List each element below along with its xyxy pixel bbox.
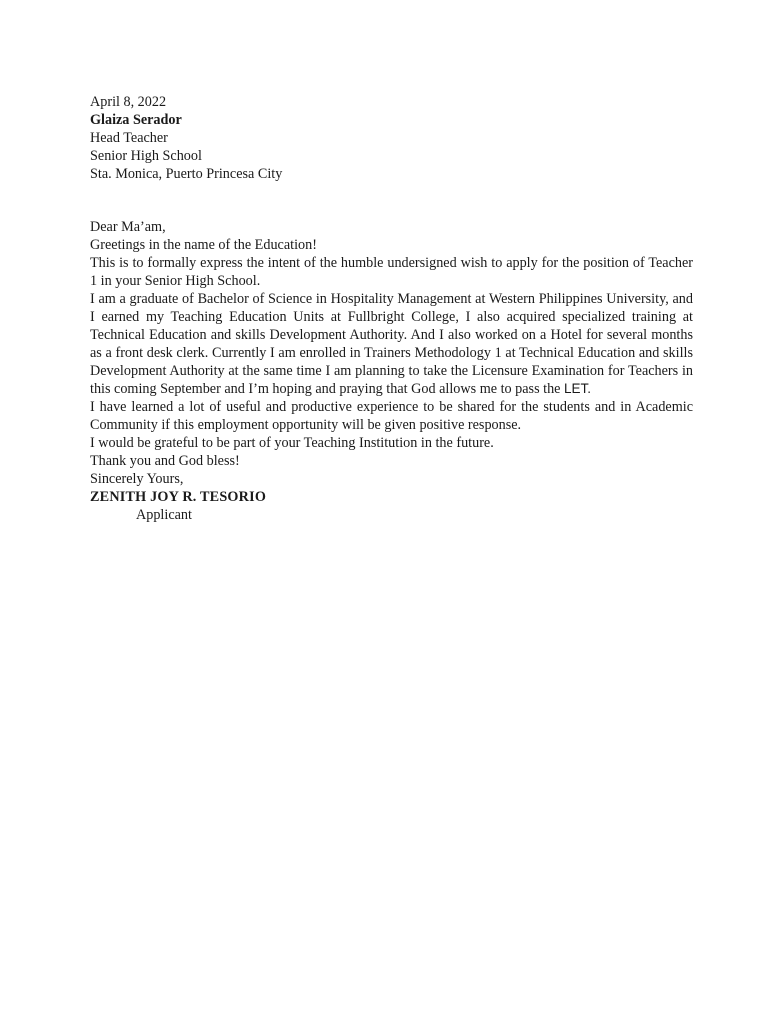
recipient-title: Head Teacher [90, 130, 168, 146]
recipient-block [90, 111, 693, 183]
recipient-name: Glaiza Serador [90, 112, 182, 128]
intent-paragraph: This is to formally express the intent of the humble undersigned wish to apply for the position of Teacher 1 in your Senior High School. [90, 255, 693, 289]
recipient-address: Sta. Monica, Puerto Princesa City [90, 166, 283, 182]
background-paragraph [90, 290, 693, 398]
salutation: Dear Ma’am, [90, 219, 166, 235]
letter-body [90, 93, 693, 524]
closing-line: Sincerely Yours, [90, 471, 184, 487]
background-text: I am a graduate of Bachelor of Science in Hospitality Management at Western Philippines University, and I earned my Teaching Education Units at Fullbright College, I also acquired specialized training at Technical Education and skills Development Authority. And I also worked on a Hotel for several months as a front desk clerk. Currently I am enrolled in Trainers Methodology 1 at Technical Education and skills Development Authority at the same time I am planning to take the Licensure Examination for Teachers in this coming September and I’m hoping and praying that God allows me to pass the [90, 291, 693, 397]
let-abbreviation: LET. [564, 381, 592, 396]
signer-name: ZENITH JOY R. TESORIO [90, 489, 267, 505]
greeting-paragraph: Greetings in the name of the Education! [90, 237, 317, 253]
grateful-paragraph: I would be grateful to be part of your Teaching Institution in the future. [90, 435, 494, 451]
signer-title: Applicant [136, 507, 192, 523]
letter-date: April 8, 2022 [90, 94, 167, 110]
recipient-organization: Senior High School [90, 148, 202, 164]
signature-block [90, 488, 693, 524]
thanks-line: Thank you and God bless! [90, 453, 240, 469]
experience-paragraph: I have learned a lot of useful and productive experience to be shared for the students and in Academic Community if this employment opportunity will be given positive response. [90, 399, 693, 433]
